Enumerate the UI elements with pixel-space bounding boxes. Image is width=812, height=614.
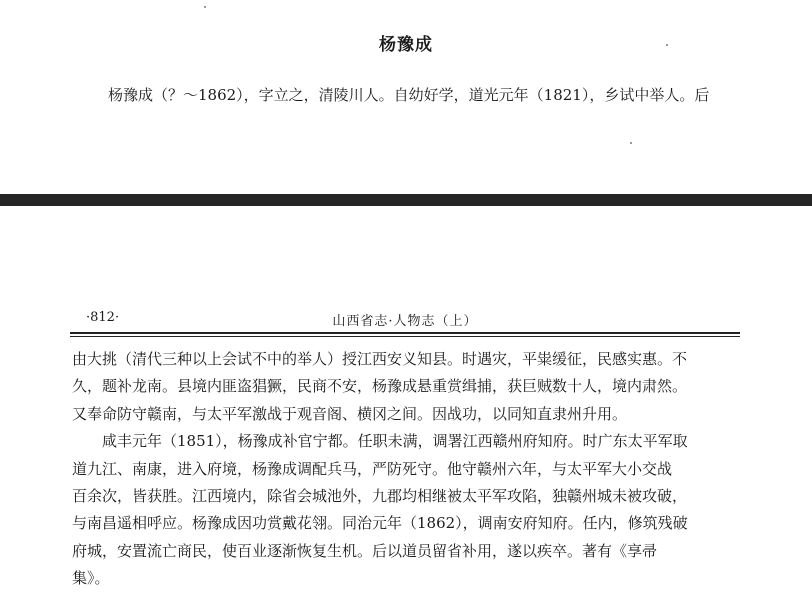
page-number: ·812· — [86, 310, 120, 325]
scan-speck — [630, 142, 632, 144]
running-head: 山西省志·人物志（上） — [332, 314, 478, 329]
scan-speck — [204, 6, 206, 8]
biography-title: 杨豫成 — [379, 35, 433, 55]
body-line: 由大挑（清代三种以上会试不中的举人）授江西安义知县。时遇灾，平粜缓征，民感实惠。不 — [72, 350, 688, 368]
body-line: 又奉命防守赣南，与太平军激战于观音阁、横冈之间。因战功，以同知直隶州升用。 — [72, 404, 628, 423]
body-line: 咸丰元年（1851），杨豫成补官宁都。任职未满，调署江西赣州府知府。时广东太平军取 — [72, 432, 688, 451]
body-line: 集》。 — [72, 569, 110, 588]
header-rule-thin — [70, 336, 740, 337]
intro-text-line: 杨豫成（？～1862），字立之，清陵川人。自幼好学，道光元年（1821），乡试中举人。后 — [108, 86, 710, 104]
upper-page-fragment — [0, 0, 812, 196]
body-line: 与南昌遥相呼应。杨豫成因功赏戴花翎。同治元年（1862），调南安府知府。任内，修筑残破 — [72, 514, 688, 533]
body-line: 府城，安置流亡商民，使百业逐渐恢复生机。后以道员留省补用，遂以疾卒。著有《享帚 — [72, 541, 658, 560]
page-divider-band — [0, 194, 812, 206]
body-line: 百余次，皆获胜。江西境内，除省会城池外，九郡均相继被太平军攻陷，独赣州城未被攻破， — [72, 487, 688, 506]
body-line: 道九江、南康，进入府境，杨豫成调配兵马，严防死守。他守赣州六年，与太平军大小交战 — [72, 459, 673, 478]
page-header — [70, 310, 740, 332]
header-rule-thick — [70, 332, 740, 334]
biography-body — [72, 346, 742, 593]
scan-speck — [666, 44, 668, 46]
body-line: 久，题补龙南。县境内匪盗猖獗，民商不安，杨豫成悬重赏缉捕，获巨贼数十人，境内肃然。 — [72, 377, 688, 396]
